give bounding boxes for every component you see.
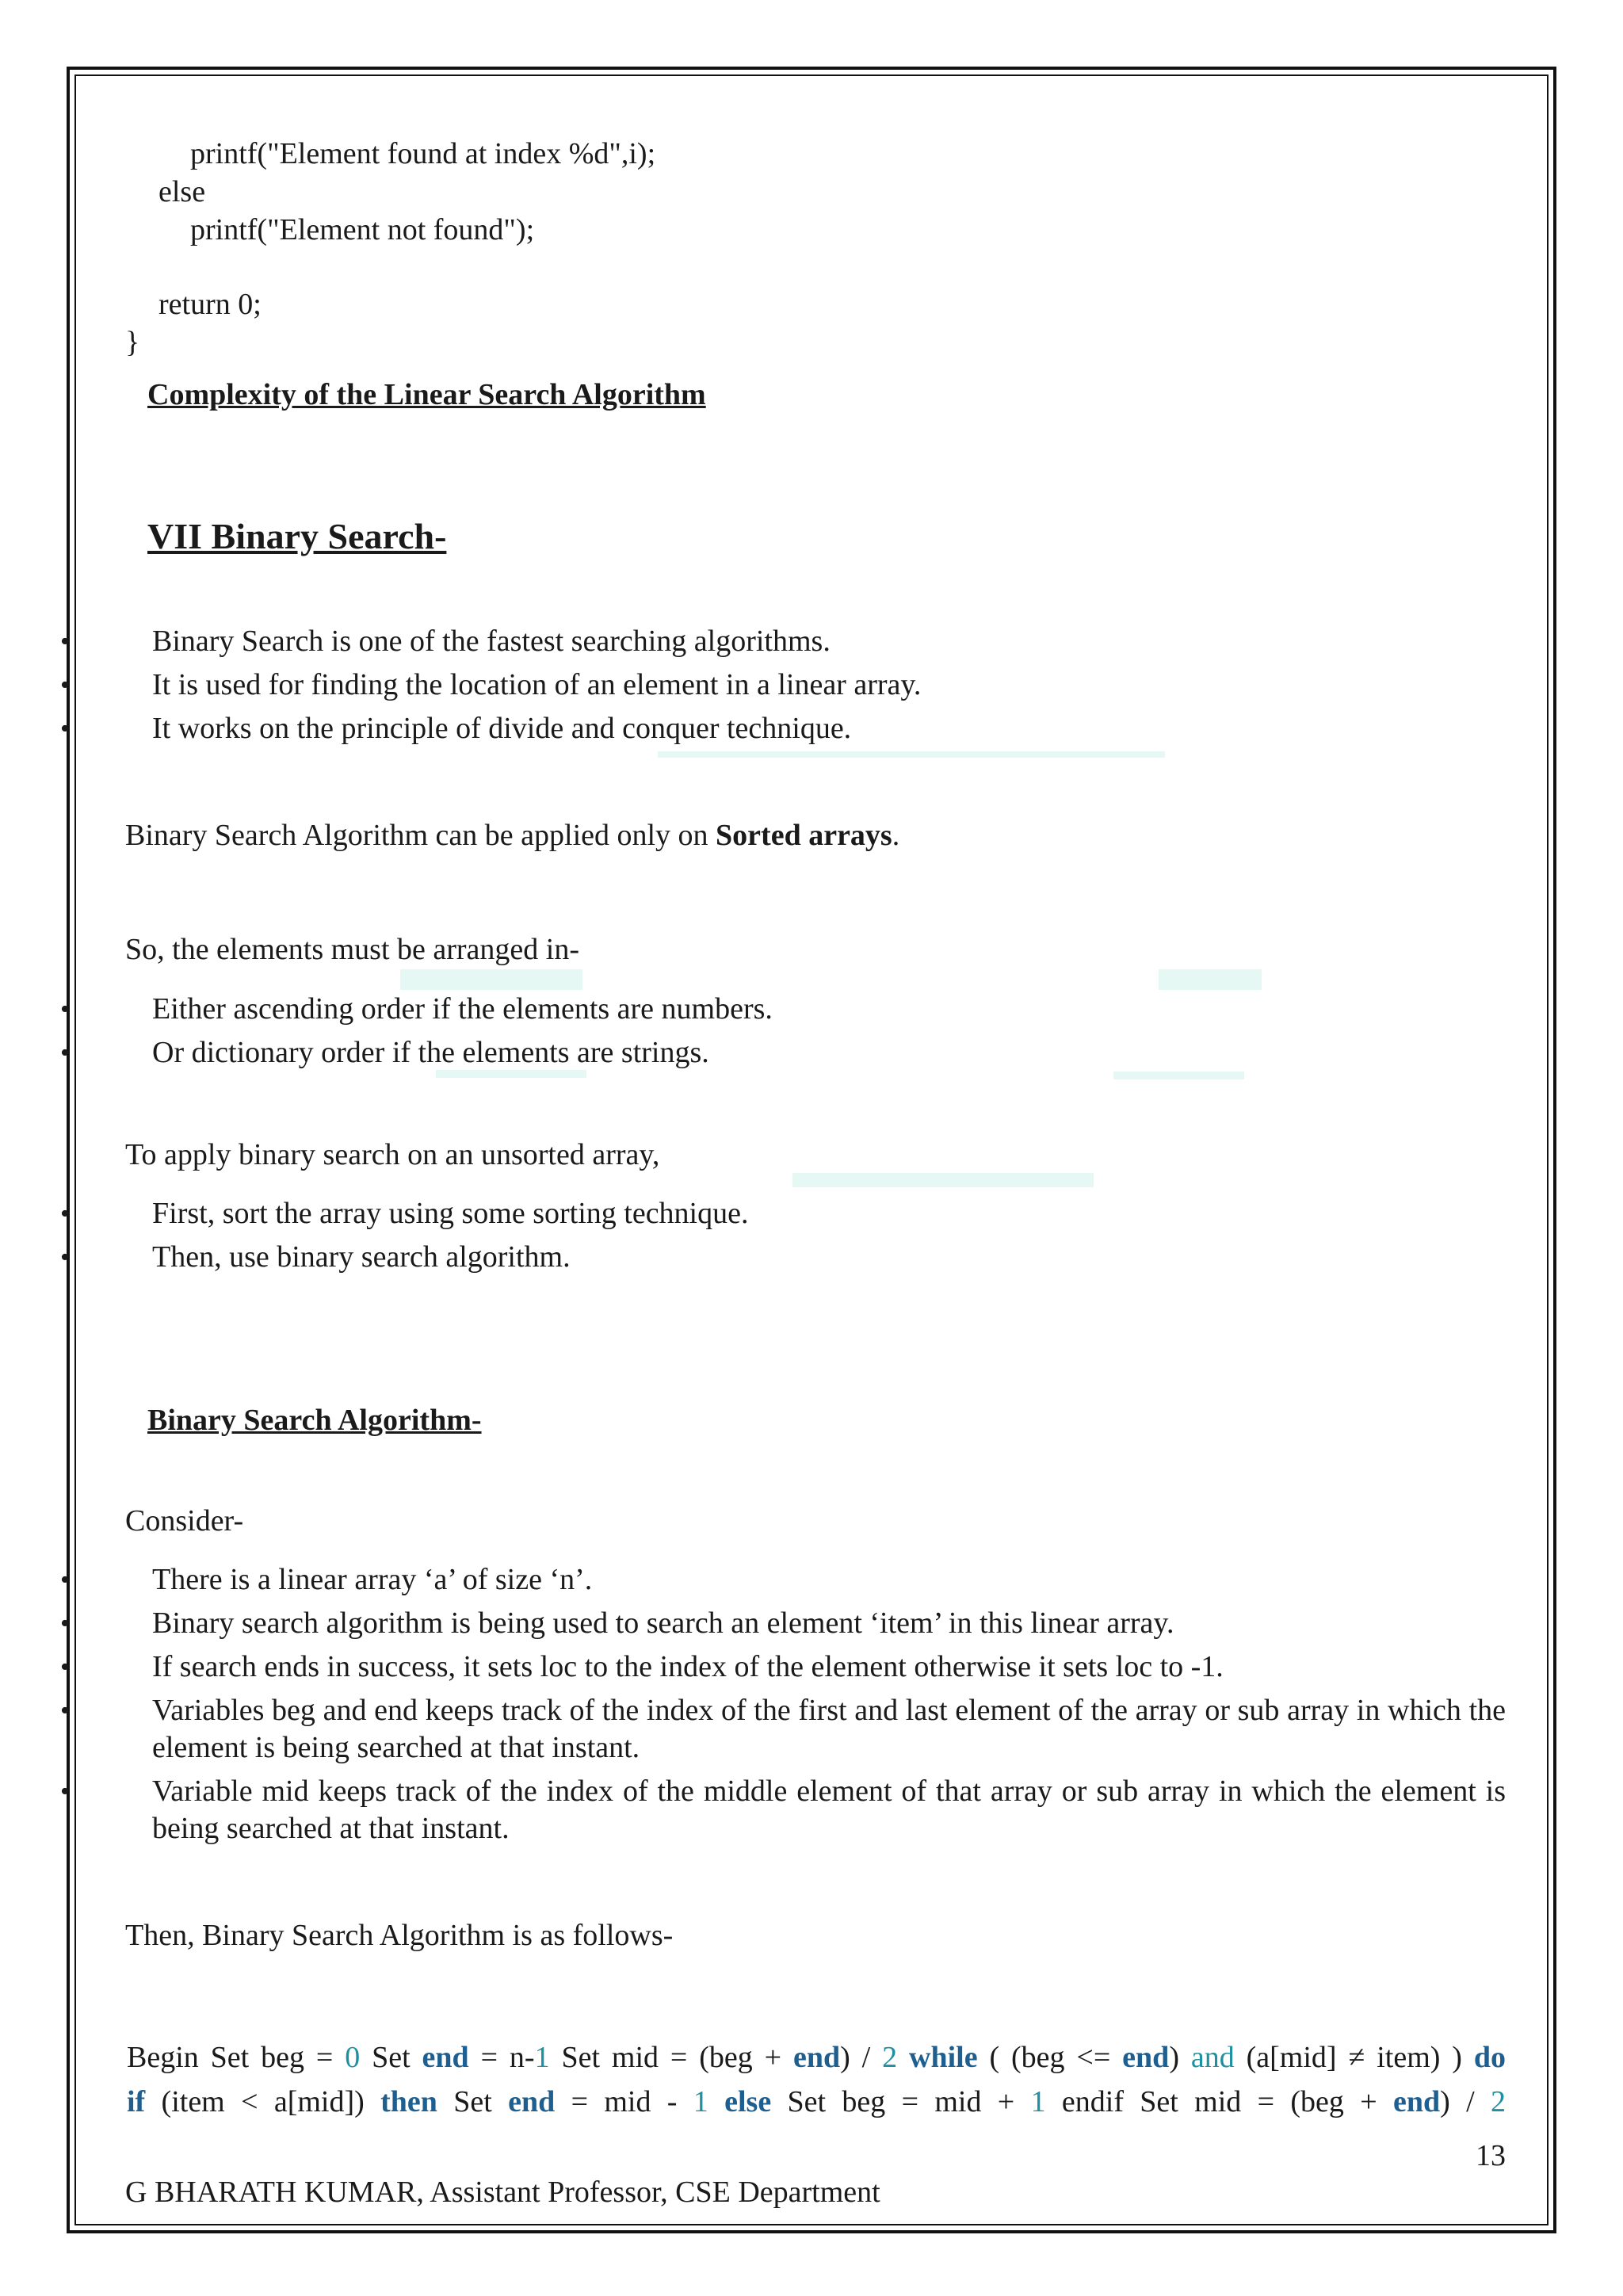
algorithm-token: Set xyxy=(360,2041,422,2074)
algorithm-token: ) xyxy=(1169,2041,1191,2074)
algorithm-token: = mid - xyxy=(555,2085,693,2118)
algorithm-line-1 xyxy=(127,2035,1506,2080)
list-item: • Either ascending order if the elements are numbers. xyxy=(103,991,1506,1028)
algorithm-line-2 xyxy=(127,2080,1506,2124)
list-item: • There is a linear array ‘a’ of size ‘n’. xyxy=(103,1561,1506,1599)
algorithm-token: ) / xyxy=(840,2041,883,2074)
page-number: 13 xyxy=(1476,2139,1506,2172)
list-item: • Or dictionary order if the elements are strings. xyxy=(103,1034,1506,1072)
complexity-heading: Complexity of the Linear Search Algorithm xyxy=(147,378,706,411)
algorithm-token: else xyxy=(708,2085,772,2118)
algorithm-token: Set xyxy=(437,2085,509,2118)
list-item: • Variable mid keeps track of the index of the middle element of that array or sub array in which the element is being searched at that instant. xyxy=(103,1773,1506,1847)
algorithm-token: (item < a[mid]) xyxy=(145,2085,381,2118)
scan-smudge xyxy=(792,1173,1094,1187)
consider-bullet-list xyxy=(103,1561,1506,1854)
code-line: return 0; xyxy=(158,288,262,321)
algorithm-token: (a[mid] ≠ item) ) xyxy=(1234,2041,1474,2074)
algorithm-token: end xyxy=(792,2041,841,2074)
algorithm-token: do xyxy=(1473,2041,1506,2074)
algorithm-token: end xyxy=(422,2041,469,2074)
algorithm-token: Begin Set beg = xyxy=(127,2041,346,2074)
code-line: printf("Element found at index %d",i); xyxy=(190,137,656,170)
algorithm-token: end xyxy=(1393,2085,1441,2118)
list-item: • If search ends in success, it sets loc to the index of the element otherwise it sets loc to -1. xyxy=(103,1648,1506,1686)
algorithm-token: if xyxy=(127,2085,146,2118)
algorithm-token: 2 xyxy=(1491,2085,1507,2118)
algorithm-token: Set mid = (beg + xyxy=(549,2041,793,2074)
algorithm-heading: Binary Search Algorithm- xyxy=(147,1404,482,1437)
intro-bullet-list xyxy=(103,623,1506,754)
sorted-note-text: Binary Search Algorithm can be applied only on xyxy=(125,819,716,852)
then-label: Then, Binary Search Algorithm is as follows- xyxy=(125,1919,674,1952)
sorted-note xyxy=(125,818,899,854)
list-item: • Binary Search is one of the fastest searching algorithms. xyxy=(103,623,1506,660)
list-item: • Binary search algorithm is being used to search an element ‘item’ in this linear array. xyxy=(103,1605,1506,1642)
arranged-intro: So, the elements must be arranged in- xyxy=(125,933,580,966)
list-item: • Then, use binary search algorithm. xyxy=(103,1239,1506,1276)
algorithm-token: = n- xyxy=(468,2041,535,2074)
unsorted-intro: To apply binary search on an unsorted array, xyxy=(125,1138,660,1171)
algorithm-token: then xyxy=(380,2085,437,2118)
sorted-note-suffix: . xyxy=(892,819,900,852)
scan-smudge xyxy=(400,969,582,990)
algorithm-token: 2 xyxy=(882,2041,898,2074)
algorithm-token: and xyxy=(1190,2041,1235,2074)
code-line: printf("Element not found"); xyxy=(190,213,535,246)
list-item: • It is used for finding the location of an element in a linear array. xyxy=(103,667,1506,704)
algorithm-token: ) / xyxy=(1440,2085,1491,2118)
algorithm-token: 1 xyxy=(693,2085,708,2118)
list-item: • Variables beg and end keeps track of the index of the first and last element of the array or sub array in which the element is being searched at that instant. xyxy=(103,1692,1506,1767)
algorithm-token: 1 xyxy=(1030,2085,1046,2118)
algorithm-token: while xyxy=(897,2041,978,2074)
code-line: } xyxy=(125,326,140,359)
list-item: • First, sort the array using some sorting technique. xyxy=(103,1195,1506,1232)
unsorted-bullet-list xyxy=(103,1195,1506,1282)
consider-label: Consider- xyxy=(125,1504,244,1538)
algorithm-token: end xyxy=(508,2085,556,2118)
algorithm-token: ( (beg <= xyxy=(977,2041,1123,2074)
scan-smudge xyxy=(1159,969,1262,990)
algorithm-token: endif Set mid = (beg + xyxy=(1045,2085,1393,2118)
algorithm-token: Set beg = mid + xyxy=(771,2085,1031,2118)
sorted-note-bold: Sorted arrays xyxy=(716,819,892,852)
algorithm-token: 1 xyxy=(534,2041,550,2074)
algorithm-token: end xyxy=(1122,2041,1170,2074)
algorithm-token: 0 xyxy=(345,2041,361,2074)
arranged-bullet-list xyxy=(103,991,1506,1078)
footer-author: G BHARATH KUMAR, Assistant Professor, CSE Department xyxy=(125,2176,880,2209)
code-line: else xyxy=(158,175,206,208)
list-item: • It works on the principle of divide and conquer technique. xyxy=(103,710,1506,747)
section-title: VII Binary Search- xyxy=(147,516,447,556)
